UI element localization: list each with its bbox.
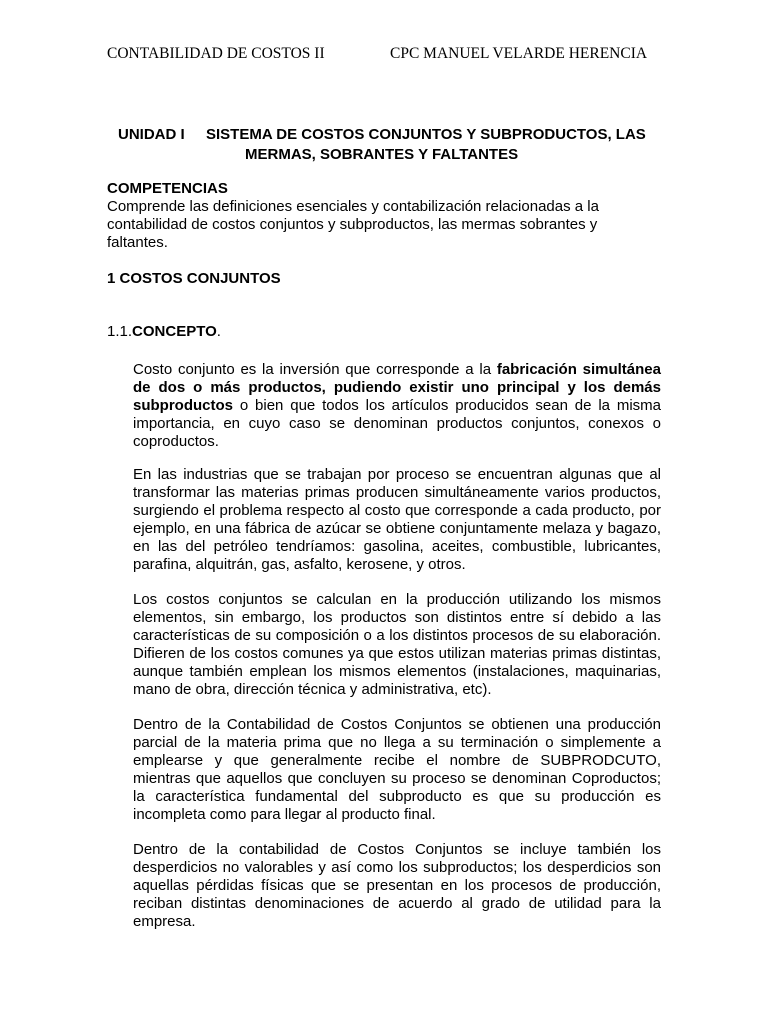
- paragraph-industries: En las industrias que se trabajan por proceso se encuentran algunas que al transformar las materias primas producen simultáneamente varios productos, surgiendo el problema respecto al costo que corresponde a cada producto, por ejemplo, en una fábrica de azúcar se obtiene conjuntamente melaza y bagazo, en las del petróleo tendríamos: gasolina, aceites, combustible, lubricantes, parafina, alquitrán, gas, asfalto, kerosene, y otros.: [133, 466, 661, 573]
- concept-number: 1.1.: [107, 323, 133, 340]
- paragraph-definition: [133, 361, 661, 451]
- concept-heading: [107, 323, 667, 341]
- unit-label: UNIDAD I: [118, 126, 185, 143]
- section-heading-costos-conjuntos: 1 COSTOS CONJUNTOS: [107, 270, 281, 287]
- paragraph-subproduct: Dentro de la Contabilidad de Costos Conjuntos se obtienen una producción parcial de la materia prima que no llega a su terminación o simplemente a emplearse y que generalmente recibe el nombre de SUBPRODCUTO, mientras que aquellos que concluyen su proceso se denominan Coproductos; la característica fundamental del subproducto es que su producción es incompleta como para llegar al producto final.: [133, 716, 661, 823]
- header-author: CPC MANUEL VELARDE HERENCIA: [390, 45, 648, 62]
- paragraph-definition-end: o bien que todos los artículos producidos sean de la misma importancia, en cuyo caso se denominan productos conjuntos, conexos o coproductos.: [133, 397, 661, 450]
- unit-title-line1: SISTEMA DE COSTOS CONJUNTOS Y SUBPRODUCTOS, LAS: [206, 126, 646, 143]
- paragraph-waste: Dentro de la contabilidad de Costos Conjuntos se incluye también los desperdicios no valorables y así como los subproductos; los desperdicios son aquellas pérdidas físicas que se presentan en los procesos de producción, reciban distintas denominaciones de acuerdo al grado de utilidad para la empresa.: [133, 841, 661, 930]
- paragraph-definition-bold: fabricación simultánea de dos o más productos, pudiendo existir uno principal y los demás subproductos: [133, 361, 661, 414]
- paragraph-calculation: Los costos conjuntos se calculan en la producción utilizando los mismos elementos, sin embargo, los productos son distintos entre sí debido a las características de su composición o a los distintos procesos de su elaboración. Difieren de los costos comunes ya que estos utilizan materias primas distintas, aunque también emplean los mismos elementos (instalaciones, maquinarias, mano de obra, dirección técnica y administrativa, etc).: [133, 591, 661, 698]
- page-header: [107, 45, 667, 65]
- unit-title-line2: MERMAS, SOBRANTES Y FALTANTES: [245, 146, 519, 163]
- competencias-body: Comprende las definiciones esenciales y contabilización relacionadas a la contabilidad de costos conjuntos y subproductos, las mermas sobrantes y faltantes.: [107, 198, 599, 251]
- paragraph-definition-start: Costo conjunto es la inversión que corresponde a la: [133, 361, 497, 378]
- concept-title: CONCEPTO: [132, 323, 217, 340]
- concept-suffix: .: [216, 323, 221, 340]
- competencias-heading: COMPETENCIAS: [107, 180, 228, 197]
- header-course-title: CONTABILIDAD DE COSTOS II: [107, 45, 325, 62]
